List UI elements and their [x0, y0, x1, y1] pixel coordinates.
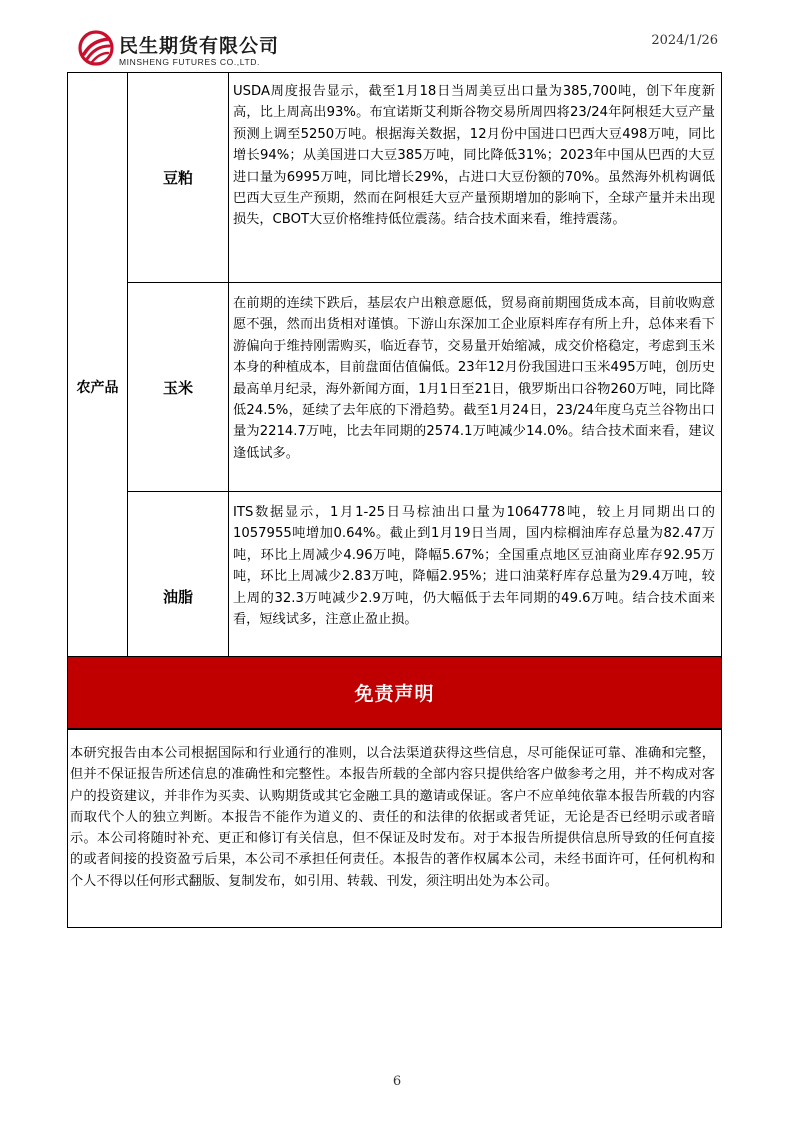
disclaimer-text: 本研究报告由本公司根据国际和行业通行的准则，以合法渠道获得这些信息，尽可能保证可靠、准确和完整，但并不保证报告所述信息的准确性和完整性。本报告所载的全部内容只提供给客户做参考之用，并不构成对客户的投资建议，并非作为买卖、认购期货或其它金融工具的邀请或保证。客户不应单纯依靠本报告所载的内容而取代个人的独立判断。本报告不能作为道义的、责任的和法律的依据或者凭证，无论是否已经明示或者暗示。本公司将随时补充、更正和修订有关信息，但不保证及时发布。对于本报告所提供信息所导致的任何直接的或者间接的投资盈亏后果，本公司不承担任何责任。本报告的著作权属本公司，未经书面许可，任何机构和个人不得以任何形式翻版、复制发布，如引用、转载、刊发，须注明出处为本公司。 — [67, 729, 722, 928]
table-row — [68, 283, 722, 492]
table-row — [68, 73, 722, 283]
report-date: 2024/1/26 — [651, 33, 718, 48]
disclaimer-title: 免责声明 — [354, 683, 435, 705]
company-logo-icon — [78, 30, 114, 66]
company-name-cn: 民生期货有限公司 — [119, 35, 280, 57]
product-name-oils: 油脂 — [128, 492, 229, 701]
product-name-soymeal: 豆粕 — [128, 73, 229, 283]
disclaimer-banner — [67, 656, 722, 729]
product-analysis-soymeal: USDA周度报告显示，截至1月18日当周美豆出口量为385,700吨，创下年度新高，比上周高出93%。布宜诺斯艾利斯谷物交易所周四将23/24年阿根廷大豆产量预测上调至5250万吨。根据海关数据，12月份中国进口巴西大豆498万吨，同比增长94%；从美国进口大豆385万吨，同比降低31%；2023年中国从巴西的大豆进口量为6995万吨，同比增长29%，占进口大豆份额的70%。虽然海外机构调低巴西大豆生产预期，然而在阿根廷大豆产量预期增加的影响下，全球产量并未出现损失，CBOT大豆价格维持低位震荡。结合技术面来看，维持震荡。 — [229, 73, 722, 283]
product-analysis-corn: 在前期的连续下跌后，基层农户出粮意愿低，贸易商前期囤货成本高，目前收购意愿不强，然而出货相对谨慎。下游山东深加工企业原料库存有所上升，总体来看下游偏向于维持刚需购买，临近春节，交易量开始缩减，成交价格稳定，考虑到玉米本身的种植成本，目前盘面估值偏低。23年12月份我国进口玉米495万吨，创历史最高单月纪录，海外新闻方面，1月1日至21日，俄罗斯出口谷物260万吨，同比降低24.5%，延续了去年底的下滑趋势。截至1月24日，23/24年度乌克兰谷物出口量为2214.7万吨，比去年同期的2574.1万吨减少14.0%。结合技术面来看，建议逢低试多。 — [229, 283, 722, 492]
page-number: 6 — [392, 1074, 402, 1089]
company-name-en: MINSHENG FUTURES CO.,LTD. — [119, 57, 260, 67]
product-analysis-oils: ITS数据显示，1月1-25日马棕油出口量为1064778吨，较上月同期出口的1057955吨增加0.64%。截止到1月19日当周，国内棕榈油库存总量为82.47万吨，环比上周减少4.96万吨，降幅5.67%；全国重点地区豆油商业库存92.95万吨，环比上周减少2.83万吨，降幅2.95%；进口油菜籽库存总量为29.4万吨，较上周的32.3万吨减少2.9万吨，仍大幅低于去年同期的49.6万吨。结合技术面来看，短线试多，注意止盈止损。 — [229, 492, 722, 701]
product-name-corn: 玉米 — [128, 283, 229, 492]
page-header — [0, 0, 794, 72]
agri-products-table — [67, 72, 722, 701]
category-cell: 农产品 — [68, 73, 128, 701]
